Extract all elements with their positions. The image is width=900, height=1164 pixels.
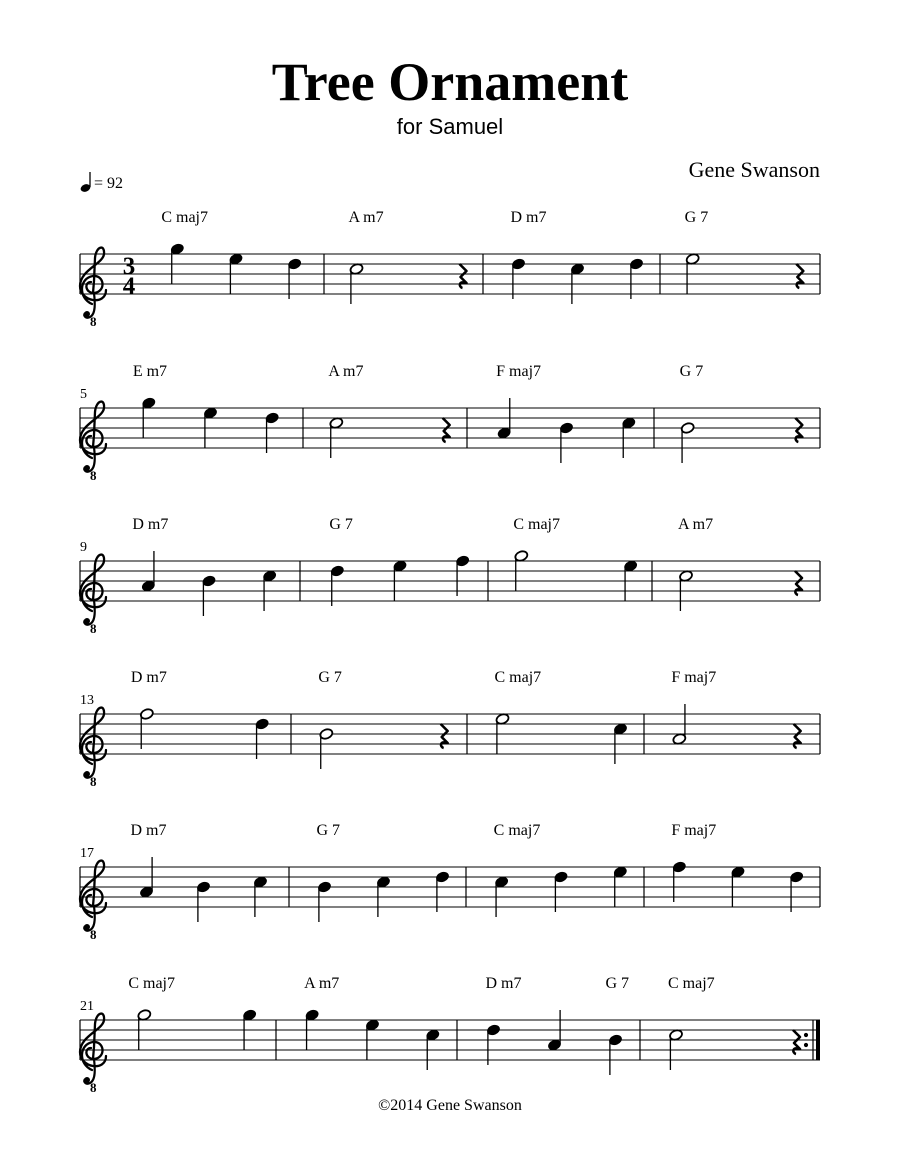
measure-number: 17 — [80, 846, 94, 861]
chord-symbol: F maj7 — [671, 669, 717, 686]
quarter-note — [196, 881, 211, 922]
quarter-note — [497, 398, 512, 439]
quarter-note — [623, 560, 638, 601]
treble-clef-icon — [80, 1014, 106, 1084]
quarter-note — [317, 881, 332, 922]
chord-symbol: D m7 — [130, 822, 167, 839]
half-note — [685, 253, 700, 294]
staff-system — [80, 209, 820, 329]
quarter-note — [365, 1019, 380, 1060]
chord-symbol: C maj7 — [494, 669, 542, 686]
quarter-note — [170, 243, 185, 284]
title: Tree Ornament — [271, 52, 629, 112]
tempo-value: = 92 — [94, 175, 124, 192]
chord-symbol: G 7 — [329, 516, 353, 533]
staff-system — [80, 669, 820, 789]
quarter-note — [141, 397, 156, 438]
quarter-note — [255, 718, 270, 759]
half-note — [680, 422, 695, 463]
quarter-note — [393, 560, 408, 601]
quarter-note — [376, 876, 391, 917]
chord-symbol: F maj7 — [496, 363, 542, 380]
octave-mark: 8 — [90, 468, 97, 483]
treble-clef-icon — [80, 708, 106, 778]
treble-clef-stroke — [80, 1014, 106, 1070]
treble-clef-icon — [80, 402, 106, 472]
octave-mark: 8 — [90, 1080, 97, 1095]
treble-clef-stroke — [80, 402, 106, 458]
staff-system — [80, 975, 820, 1095]
quarter-note — [511, 258, 526, 299]
measure-number: 13 — [80, 693, 94, 708]
quarter-note — [139, 857, 154, 898]
quarter-note — [455, 555, 470, 596]
treble-clef-icon — [80, 555, 106, 625]
half-note — [137, 1009, 152, 1050]
half-note — [679, 570, 694, 611]
octave-mark: 8 — [90, 927, 97, 942]
quarter-note — [229, 253, 244, 294]
octave-mark: 8 — [90, 314, 97, 329]
half-note — [495, 713, 510, 754]
chord-symbol: D m7 — [485, 975, 522, 992]
quarter-note — [305, 1009, 320, 1050]
quarter-note — [203, 407, 218, 448]
quarter-note — [570, 263, 585, 304]
quarter-note — [242, 1009, 257, 1050]
quarter-note — [731, 866, 746, 907]
measure-number: 21 — [80, 999, 94, 1014]
quarter-note — [554, 871, 569, 912]
quarter-note — [253, 876, 268, 917]
chord-symbol: F maj7 — [671, 822, 717, 839]
quarter-note — [202, 575, 217, 616]
measure-number: 9 — [80, 540, 87, 555]
chord-symbol: C maj7 — [128, 975, 176, 992]
chord-symbol: D m7 — [130, 669, 167, 686]
copyright: ©2014 Gene Swanson — [378, 1097, 522, 1114]
half-note — [669, 1029, 684, 1070]
quarter-note — [425, 1029, 440, 1070]
quarter-note — [621, 417, 636, 458]
quarter-note — [287, 258, 302, 299]
time-signature-top: 3 — [122, 253, 136, 280]
composer: Gene Swanson — [688, 157, 820, 182]
chord-symbol: A m7 — [348, 209, 384, 226]
quarter-note — [608, 1034, 623, 1075]
quarter-note — [330, 565, 345, 606]
quarter-note — [435, 871, 450, 912]
quarter-note — [672, 861, 687, 902]
quarter-note — [486, 1024, 501, 1065]
chord-symbol: E m7 — [132, 363, 168, 380]
chord-symbol: A m7 — [678, 516, 714, 533]
measure-number: 5 — [80, 387, 87, 402]
half-note — [672, 704, 687, 745]
chord-symbol: D m7 — [132, 516, 169, 533]
half-note — [349, 263, 364, 304]
quarter-note — [262, 570, 277, 611]
treble-clef-stroke — [80, 555, 106, 611]
quarter-note — [613, 866, 628, 907]
chord-symbol: G 7 — [605, 975, 630, 992]
quarter-note — [547, 1010, 562, 1051]
treble-clef-stroke — [80, 248, 106, 304]
chord-symbol: G 7 — [679, 363, 704, 380]
repeat-dot — [804, 1043, 808, 1047]
quarter-note — [559, 422, 574, 463]
chord-symbol: C maj7 — [668, 975, 715, 992]
half-note — [139, 708, 154, 749]
quarter-note — [789, 871, 804, 912]
treble-clef-icon — [80, 861, 106, 931]
chord-symbol: A m7 — [328, 363, 364, 380]
subtitle: for Samuel — [396, 114, 504, 139]
quarter-note — [265, 412, 280, 453]
treble-clef-stroke — [80, 708, 106, 764]
treble-clef-icon — [80, 248, 106, 318]
treble-clef-stroke — [80, 861, 106, 917]
octave-mark: 8 — [90, 774, 97, 789]
half-note — [514, 550, 529, 591]
chord-symbol: G 7 — [316, 822, 341, 839]
quarter-note — [629, 258, 644, 299]
chord-symbol: A m7 — [304, 975, 340, 992]
chord-symbol: C maj7 — [161, 209, 209, 226]
chord-symbol: C maj7 — [513, 516, 561, 533]
time-signature-bottom: 4 — [122, 273, 136, 300]
octave-mark: 8 — [90, 621, 97, 636]
staff-system — [80, 516, 820, 636]
quarter-note — [494, 876, 509, 917]
chord-symbol: C maj7 — [493, 822, 541, 839]
quarter-note — [141, 551, 156, 592]
chord-symbol: G 7 — [318, 669, 342, 686]
staff-system — [80, 363, 820, 483]
staff-system — [80, 822, 820, 942]
half-note — [329, 417, 344, 458]
quarter-note — [613, 723, 628, 764]
repeat-dot — [804, 1033, 808, 1037]
chord-symbol: G 7 — [684, 209, 709, 226]
chord-symbol: D m7 — [510, 209, 547, 226]
half-note — [319, 728, 334, 769]
final-thick-barline — [816, 1020, 820, 1060]
